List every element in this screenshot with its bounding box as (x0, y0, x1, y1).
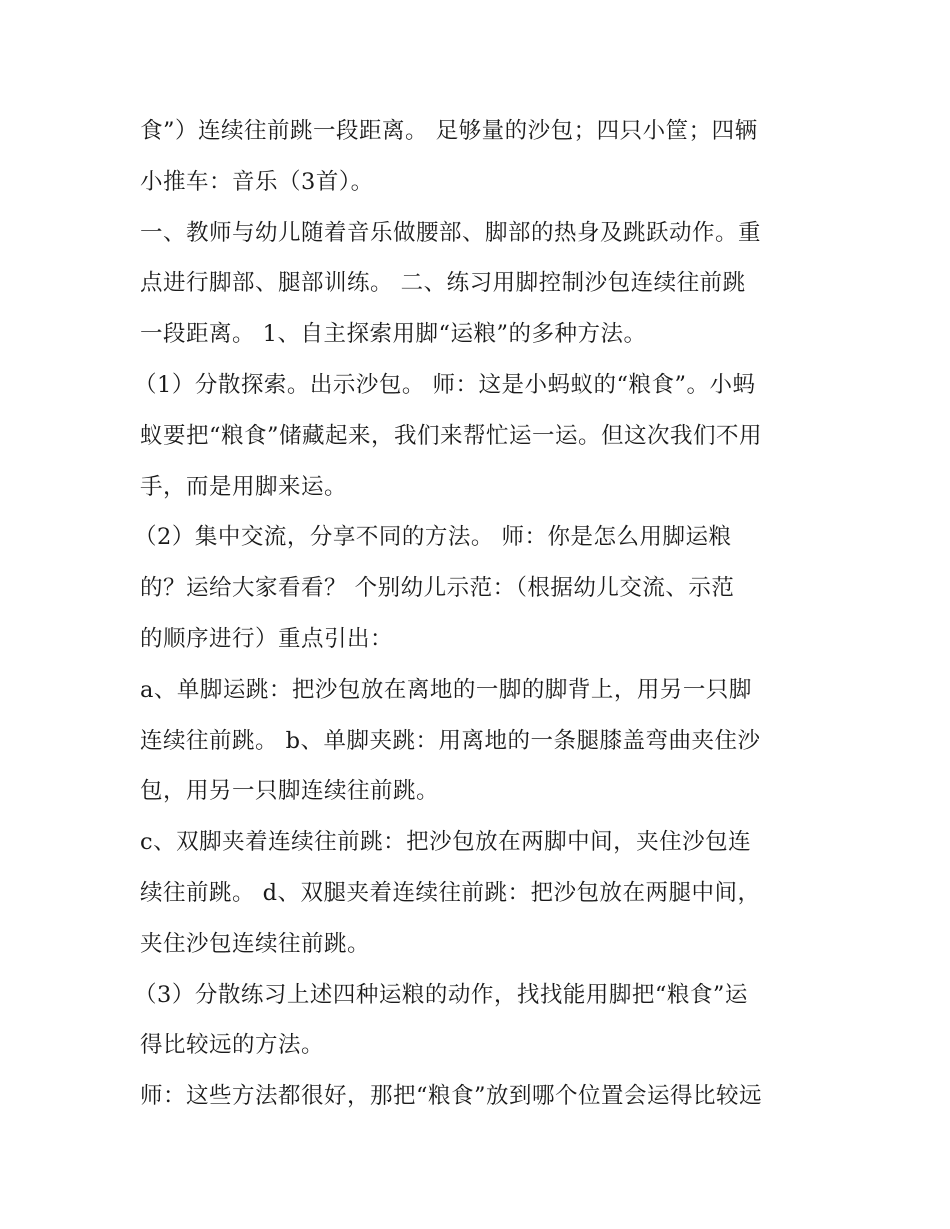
text-line: a、单脚运跳：把沙包放在离地的一脚的脚背上，用另一只脚 (140, 676, 752, 703)
text-line: （1）分散探索。出示沙包。 师：这是小蚂蚁的“粮食”。小蚂 (134, 371, 756, 398)
text-line: （3）分散练习上述四种运粮的动作，找找能用脚把“粮食”运 (134, 981, 748, 1008)
text-line: （2）集中交流，分享不同的方法。 师：你是怎么用脚运粮 (134, 524, 732, 551)
text-line: c、双脚夹着连续往前跳：把沙包放在两脚中间，夹住沙包连 (140, 829, 752, 856)
text-line: 续往前跳。 d、双腿夹着连续往前跳：把沙包放在两腿中间， (140, 879, 761, 906)
text-line: 食”）连续往前跳一段距离。 足够量的沙包；四只小筐；四辆 (140, 118, 758, 144)
document-body (134, 106, 820, 1122)
text-line: 包，用另一只脚连续往前跳。 (140, 778, 440, 805)
text-line: 夹住沙包连续往前跳。 (140, 930, 371, 957)
text-line: 师：这些方法都很好，那把“粮食”放到哪个位置会运得比较远 (140, 1083, 763, 1110)
text-line: 的？运给大家看看？ 个别幼儿示范：（根据幼儿交流、示范 (140, 575, 735, 602)
text-line: 一、教师与幼儿随着音乐做腰部、脚部的热身及跳跃动作。重 (140, 219, 762, 246)
text-line: 连续往前跳。 b、单脚夹跳：用离地的一条腿膝盖弯曲夹住沙 (140, 727, 761, 754)
text-line: 小推车：音乐（3首）。 (140, 168, 374, 195)
text-line: 点进行脚部、腿部训练。 二、练习用脚控制沙包连续往前跳 (140, 270, 746, 297)
text-line: 手，而是用脚来运。 (140, 473, 348, 500)
text-line: 蚁要把“粮食”储藏起来，我们来帮忙运一运。但这次我们不用 (140, 422, 763, 449)
text-line: 的顺序进行）重点引出： (140, 625, 394, 652)
text-line: 一段距离。 1、自主探索用脚“运粮”的多种方法。 (140, 321, 647, 348)
text-line: 得比较远的方法。 (140, 1032, 325, 1059)
